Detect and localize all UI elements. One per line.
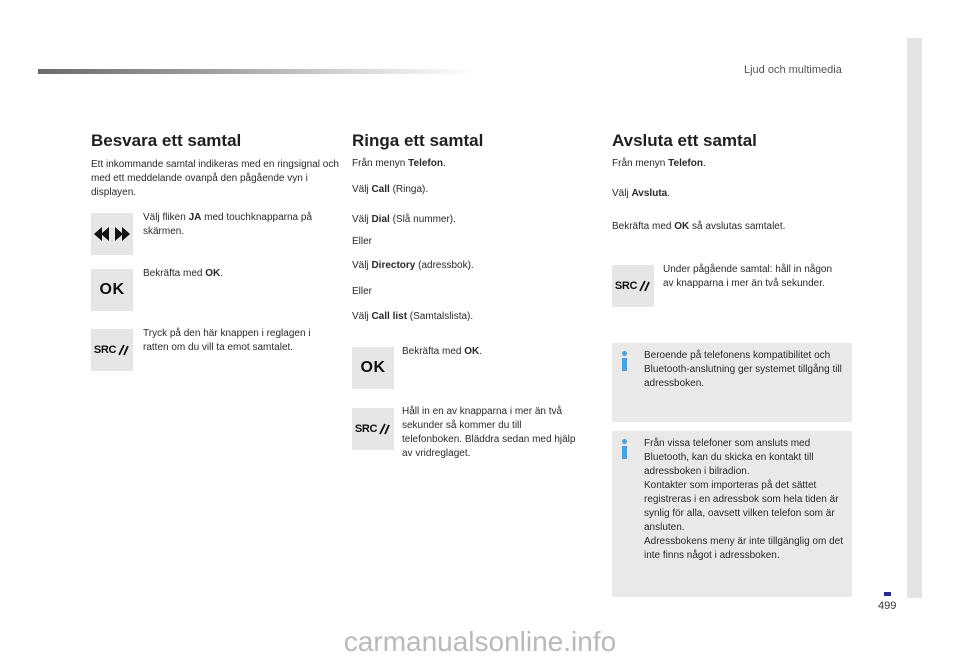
info-compatibility-text: Beroende på telefonens kompatibilitet och Bluetooth-anslutning ger systemet tillgång till adressboken. [644,350,842,389]
src-button-2 [352,408,394,450]
step-press-steering-button: Tryck på den här knappen i reglagen i ratten om du vill ta emot samtalet. [143,328,311,353]
step-hold-phonebook: Håll in en av knapparna i mer än två sekunder så kommer du till telefonboken. Bläddra sedan med hjälp av vridreglaget. [402,406,576,459]
src-button-3 [612,265,654,307]
section-title: Ljud och multimedia [744,64,842,76]
answer-call-intro: Ett inkommande samtal indikeras med en ringsignal och med ett meddelande ovanpå den pågående vyn i displayen. [91,159,339,198]
step-confirm-ok: Bekräfta med OK. [143,268,224,279]
phone-icon [116,343,130,357]
ok-label: OK [360,359,386,376]
step-hold-end: Under pågående samtal: håll in någon av knapparna i mer än två sekunder. [663,264,833,289]
info-contacts-text: Från vissa telefoner som ansluts med Bluetooth, kan du skicka en kontakt till adressboken i bilradion. Kontakter som importeras på det sättet registreras i en adressbok som hela tiden är synlig för alla, oavsett vilken telefon som är ansluten. Adressbokens meny är inte tillgänglig om det inte finns något i adressboken. [644,438,843,561]
step-select-ja: Välj fliken JA med touchknapparna på skärmen. [143,212,313,237]
end-call-title: Avsluta ett samtal [612,131,757,150]
phone-icon [377,422,391,436]
info-icon [621,439,629,459]
info-box-compatibility [612,343,852,422]
answer-call-title: Besvara ett samtal [91,131,242,150]
info-icon [621,351,629,371]
src-button [91,329,133,371]
select-directory: Välj Directory (adressbok). [352,260,474,271]
src-label: SRC [93,344,117,356]
select-avsluta: Välj Avsluta. [612,188,670,199]
make-call-title: Ringa ett samtal [352,131,484,150]
from-menu-telefon-3: Från menyn Telefon. [612,158,706,169]
header-gradient-bar [38,69,478,74]
step-confirm-ok-2: Bekräfta med OK. [402,346,483,357]
seek-buttons [91,213,133,255]
page-marker [884,592,891,596]
or-text-1: Eller [352,236,373,247]
ok-label: OK [99,281,125,298]
select-call: Välj Call (Ringa). [352,184,429,195]
seek-arrows-icon [92,224,132,244]
src-label: SRC [354,423,378,435]
from-menu-telefon: Från menyn Telefon. [352,158,446,169]
confirm-end-call: Bekräfta med OK så avslutas samtalet. [612,221,786,232]
page-number: 499 [878,600,897,612]
or-text-2: Eller [352,286,373,297]
watermark: carmanualsonline.info [343,626,617,657]
ok-button-2 [352,347,394,389]
info-box-contacts [612,431,852,597]
src-label: SRC [614,280,638,292]
side-tab-bar [907,38,922,598]
select-dial: Välj Dial (Slå nummer). [352,214,456,225]
phone-icon [637,279,651,293]
ok-button [91,269,133,311]
select-call-list: Välj Call list (Samtalslista). [352,311,474,322]
